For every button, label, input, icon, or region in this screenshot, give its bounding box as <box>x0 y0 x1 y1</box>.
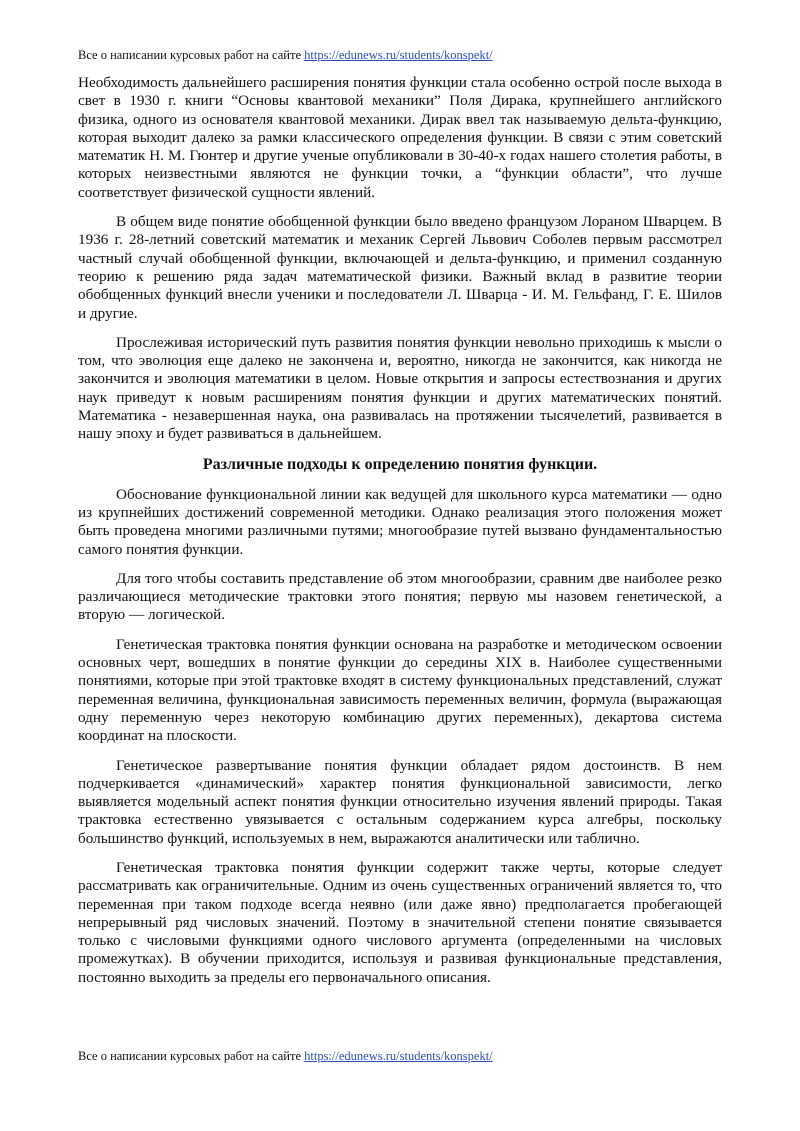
page-footer <box>78 1049 493 1063</box>
document-body <box>78 74 722 998</box>
section-heading: Различные подходы к определению понятия функции. <box>202 455 598 473</box>
paragraph-section-1: Обоснование функциональной линии как ведущей для школьного курса математики — одно из крупнейших достижений современной методики. Однако реализация этого положения может быть проведена многими различными путями; многообразие путей вызвано фундаментальностью самого понятия функции. <box>78 485 722 558</box>
footer-text: Все о написании курсовых работ на сайте <box>78 1049 301 1063</box>
header-link[interactable]: https://edunews.ru/students/konspekt/ <box>304 48 493 62</box>
footer-link[interactable]: https://edunews.ru/students/konspekt/ <box>304 1049 493 1063</box>
paragraph-section-4: Генетическое развертывание понятия функции обладает рядом достоинств. В нем подчеркивается «динамический» характер понятия функциональной зависимости, легко выявляется модельный аспект понятия функции относительно изучения явлений природы. Такая трактовка естественно увязывается с остальным содержанием курса алгебры, поскольку большинство функций, используемых в нем, выражаются аналитически или таблично. <box>78 756 722 847</box>
paragraph-intro-1: Необходимость дальнейшего расширения понятия функции стала особенно острой после выхода в свет в 1930 г. книги “Основы квантовой механики” Поля Дирака, крупнейшего английского физика, одного из основателя квантовой механики. Дирак ввел так называемую дельта-функцию, которая выходит далеко за рамки классического определения функции. В связи с этим советский математик Н. М. Гюнтер и другие ученые опубликовали в 30-40-х годах нашего столетия работы, в которых неизвестными являются не функции точки, а “функции области”, что лучше соответствует физической сущности явлений. <box>78 74 722 201</box>
paragraph-section-5: Генетическая трактовка понятия функции содержит также черты, которые следует рассматривать как ограничительные. Одним из очень существенных ограничений является то, что переменная при таком подходе всегда неявно (или даже явно) предполагается пробегающей непрерывный ряд числовых значений. Поэтому в значительной степени понятие связывается только с числовыми функциями одного числового аргумента (определенными на числовых промежутках). В обучении приходится, используя и развивая функциональные представления, постоянно выходить за пределы его первоначального описания. <box>78 858 722 986</box>
paragraph-intro-3: Прослеживая исторический путь развития понятия функции невольно приходишь к мысли о том, что эволюция еще далеко не закончена и, вероятно, никогда не закончится, как никогда не закончится и эволюция математики в целом. Новые открытия и запросы естествознания и других наук приведут к новым расширениям понятия функции и других математических понятий. Математика - незавершенная наука, она развивалась на протяжении тысячелетий, развивается в нашу эпоху и будет развиваться в дальнейшем. <box>78 333 722 443</box>
page-header <box>78 48 493 62</box>
paragraph-section-2: Для того чтобы составить представление об этом многообразии, сравним две наиболее резко различающиеся методические трактовки этого понятия; первую мы назовем генетической, а вторую — логической. <box>78 569 722 624</box>
paragraph-section-3: Генетическая трактовка понятия функции основана на разработке и методическом освоении основных черт, вошедших в понятие функции до середины XIX в. Наиболее существенными понятиями, которые при этой трактовке входят в систему функциональных представлений, служат переменная величина, функциональная зависимость переменных величин, формула (выражающая одну переменную через некоторую комбинацию других переменных), декартова система координат на плоскости. <box>78 635 722 745</box>
paragraph-intro-2: В общем виде понятие обобщенной функции было введено французом Лораном Шварцем. В 1936 г. 28-летний советский математик и механик Сергей Львович Соболев первым рассмотрел частный случай обобщенной функции, включающей и дельта-функцию, и применил созданную теорию к решению ряда задач математической физики. Важный вклад в развитие теории обобщенных функций внесли ученики и последователи Л. Шварца - И. М. Гельфанд, Г. Е. Шилов и другие. <box>78 213 722 322</box>
header-text: Все о написании курсовых работ на сайте <box>78 48 301 62</box>
